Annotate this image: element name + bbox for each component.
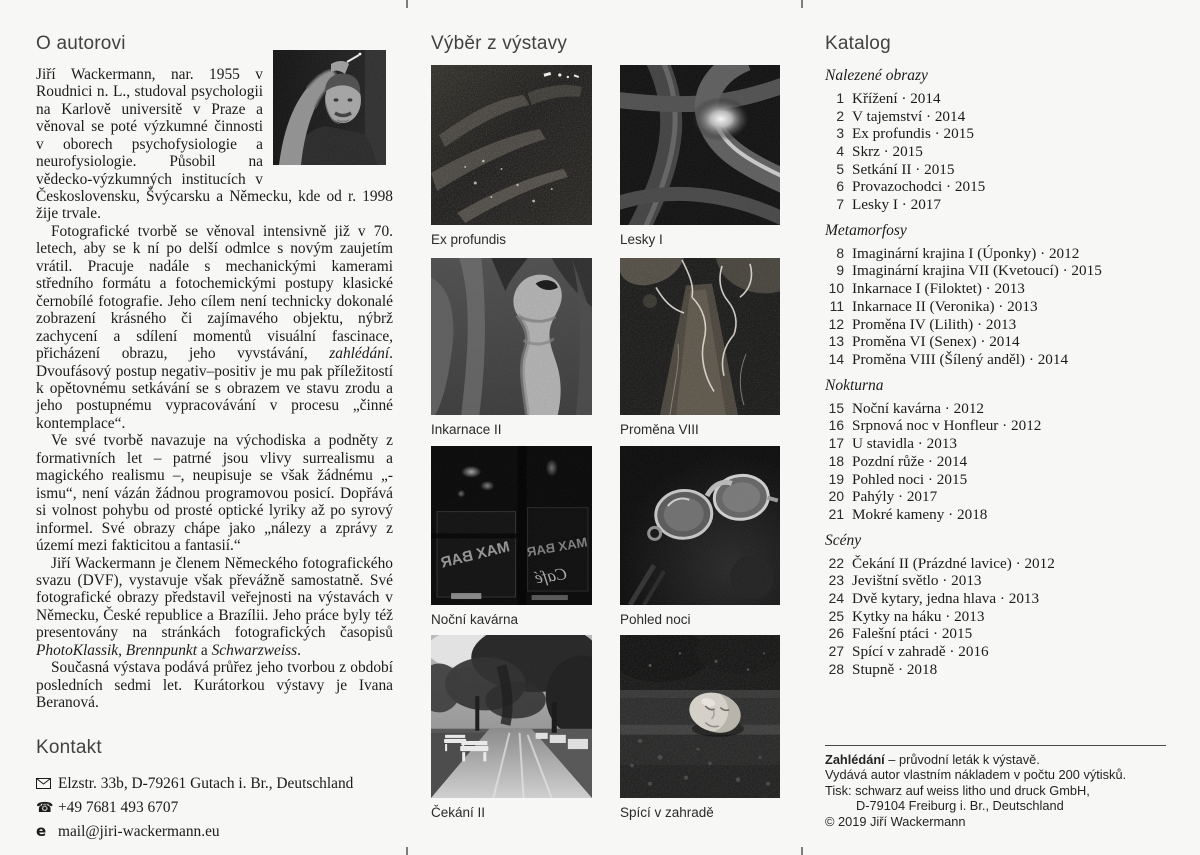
catalog-entry-number: 11 — [829, 298, 844, 314]
colophon-line: Vydává autor vlastním nákladem v počtu 200 výtisků. — [825, 767, 1127, 783]
catalog-entry-number: 10 — [828, 281, 844, 297]
fold-mark — [406, 847, 408, 855]
catalog-entry-title: Proměna VI (Senex) · 2014 — [852, 333, 1020, 351]
catalog-entry — [825, 351, 1171, 369]
catalog-entry-title: Dvě kytary, jedna hlava · 2013 — [852, 590, 1040, 608]
catalog-entry-title: Falešní ptáci · 2015 — [852, 625, 973, 643]
catalog-entry-title: Křížení · 2014 — [852, 89, 941, 107]
catalog-entry — [825, 161, 1171, 179]
exhibition-section — [431, 33, 783, 833]
fold-mark — [406, 0, 408, 8]
photo-window-text: MAX BAR — [525, 534, 589, 560]
catalog-entry-title: Ex profundis · 2015 — [852, 125, 974, 143]
catalog-entry — [825, 262, 1171, 280]
catalog-entry-number: 3 — [836, 126, 844, 142]
leaflet-title: Zahlédání — [825, 752, 885, 767]
catalog-entry-number: 13 — [828, 334, 844, 350]
catalog-entry-number: 20 — [828, 489, 844, 505]
catalog-entry — [825, 298, 1171, 316]
catalog-entry-number: 17 — [828, 436, 844, 452]
catalog-entry — [825, 245, 1171, 263]
photo-caption: Inkarnace II — [431, 422, 502, 437]
catalog-entry-title: V tajemství · 2014 — [852, 107, 966, 125]
contact-address-row — [36, 772, 406, 796]
photo-window-text: Café — [533, 564, 569, 588]
catalog-group-title: Nalezené obrazy — [825, 66, 928, 84]
photo-window-text: MAX BAR — [438, 538, 512, 572]
catalog-entry — [825, 400, 1171, 418]
catalog-entry-title: Inkarnace II (Veronika) · 2013 — [852, 297, 1038, 315]
fold-mark — [801, 0, 803, 8]
catalog-entry-title: U stavidla · 2013 — [852, 435, 958, 453]
about-p1: Jiří Wackermann, nar. 1955 v Roudnici n. L., studoval psychologii na Karlově universitě v Praze a věnoval se poté výzkumné činnosti v oborech psychofysiologie a neurofysiologie. Působil na vědecko-výzkumných institucích v Československu, Švýcarsku a Německu, kde od r. 1998 žije trvale. — [36, 65, 393, 223]
catalog-entry-number: 16 — [828, 418, 844, 434]
photo-inkarnace-ii — [431, 258, 592, 415]
colophon-line: Zahlédání – průvodní leták k výstavě. — [825, 752, 1040, 767]
exhibit-figure — [431, 635, 592, 820]
catalog-entry — [825, 488, 1171, 506]
catalog-entry-number: 12 — [828, 316, 844, 332]
photo-spici-v-zahrade — [620, 635, 780, 798]
catalog-entry-number: 24 — [828, 591, 844, 607]
catalog-entry-number: 14 — [828, 351, 844, 367]
catalog-entry-number: 18 — [828, 453, 844, 469]
catalog-entry — [825, 108, 1171, 126]
exhibit-figure — [620, 65, 780, 247]
catalog-entry-number: 21 — [828, 506, 844, 522]
photo-cekani-ii — [431, 635, 592, 798]
catalog-entry — [825, 506, 1171, 524]
exhibit-figure — [431, 65, 592, 247]
catalog-entry-title: Noční kavárna · 2012 — [852, 399, 985, 417]
catalog-entry-title: Inkarnace I (Filoktet) · 2013 — [852, 280, 1025, 298]
catalog-entry-title: Skrz · 2015 — [852, 142, 923, 160]
photo-lesky-i — [620, 65, 780, 225]
catalog-entry-title: Kytky na háku · 2013 — [852, 607, 985, 625]
catalog-entry — [825, 125, 1171, 143]
envelope-icon — [36, 778, 58, 789]
about-paragraph: Současná výstava podává průřez jeho tvorbou z období posledních sedmi let. Kurátorkou výstavy je Ivana Beranová. — [36, 659, 393, 712]
email-icon: e — [36, 822, 47, 841]
catalog-entry-number: 7 — [836, 197, 844, 213]
catalog-group-title: Metamorfosy — [825, 221, 907, 239]
catalog-entry-title: Pozdní růže · 2014 — [852, 452, 968, 470]
catalog-entry-title: Lesky I · 2017 — [852, 196, 941, 214]
catalog-entry — [825, 316, 1171, 334]
author-portrait-photo — [273, 50, 386, 165]
exhibit-figure — [431, 258, 592, 437]
catalog-entry — [825, 625, 1171, 643]
catalog-entry — [825, 453, 1171, 471]
catalog-entry — [825, 178, 1171, 196]
contact-address: Elzstr. 33b, D-79261 Gutach i. Br., Deutschland — [58, 774, 354, 792]
photo-pohled-noci — [620, 446, 780, 605]
phone-icon: ☎ — [36, 799, 54, 816]
catalog-entry-title: Pahýly · 2017 — [852, 488, 938, 506]
colophon — [825, 745, 1166, 829]
catalog-entry-number: 22 — [828, 555, 844, 571]
photo-caption: Proměna VIII — [620, 422, 699, 437]
contact-phone: +49 7681 493 6707 — [58, 798, 179, 816]
catalog-entry-title: Jevištní světlo · 2013 — [852, 572, 982, 590]
catalog-entry-number: 25 — [828, 608, 844, 624]
photo-nocni-kavarna — [431, 446, 592, 605]
about-title: O autorovi — [36, 33, 126, 54]
catalog-group-title: Nokturna — [825, 376, 884, 394]
catalog-entry-title: Stupně · 2018 — [852, 660, 938, 678]
catalog-group-title: Scény — [825, 531, 862, 549]
photo-promena-viii — [620, 258, 780, 415]
colophon-line: Tisk: schwarz auf weiss litho und druck GmbH, — [825, 782, 1090, 798]
catalog-title: Katalog — [825, 33, 891, 54]
contact-title: Kontakt — [36, 737, 102, 758]
catalog-entry-title: Imaginární krajina I (Úponky) · 2012 — [852, 244, 1080, 262]
catalog-entry-title: Imaginární krajina VII (Kvetoucí) · 2015 — [852, 262, 1102, 280]
catalog-entry-title: Pohled noci · 2015 — [852, 470, 968, 488]
exhibit-figure — [620, 258, 780, 437]
catalog-entry-title: Provazochodci · 2015 — [852, 178, 986, 196]
catalog-entry — [825, 90, 1171, 108]
exhibit-figure — [431, 446, 592, 627]
about-paragraph: Fotografické tvorbě se věnoval intensivně již v 70. letech, aby se k ní po delší odmlce s novým zaujetím vrátil. Pracuje nadále s mechanickými kamerami středního formátu a fotochemickými postupy klasické černobílé fotografie. Jeho cílem není technicky dokonalé zobrazení krásného či zajímavého objektu, nýbrž zachycení a sdílení momentů visuální fascinace, přicházení obrazu, jeho vyvstávání, zahlédání. Dvoufásový postup negativ–positiv je mu pak příležitostí k opětovnému setkávání se s obrazem ve stavu zrodu a jeho postupnému vypracovávání v procesu „činné kontemplace“. — [36, 222, 393, 432]
contact-email-row — [36, 820, 406, 844]
catalog-entry — [825, 661, 1171, 679]
about-paragraph: Ve své tvorbě navazuje na východiska a podněty z formativních let – patrné jsou vlivy surrealismu a magického realismu –, neupisuje se však žádnému „-ismu“, není vázán žádnou programovou posicí. Dopřává si volnost pohybu od prosté optické lyriky až po syrový informel. Své obrazy chápe jako „nálezy a zprávy z území mezi fakticitou a fantasií.“ — [36, 432, 393, 555]
catalog-entry — [825, 590, 1171, 608]
catalog-entry-number: 2 — [836, 108, 844, 124]
catalog-entry-number: 28 — [828, 661, 844, 677]
catalog-entry-title: Mokré kameny · 2018 — [852, 505, 988, 523]
photo-caption: Ex profundis — [431, 232, 507, 247]
catalog-entry-number: 1 — [836, 90, 844, 106]
catalog-entry-number: 9 — [836, 263, 844, 279]
catalog-entry-title: Setkání II · 2015 — [852, 160, 955, 178]
about-paragraph: Jiří Wackermann je členem Německého fotografického svazu (DVF), vystavuje však převážně samostatně. Své fotografické obrazy představil veřejnosti na výstavách v Německu, České republice a Brazílii. Jeho práce byly též presentovány na stránkách fotografických časopisů PhotoKlassik, Brennpunkt a Schwarzweiss. — [36, 554, 393, 659]
catalog-entry — [825, 333, 1171, 351]
exhibit-figure — [620, 635, 780, 820]
catalog-entry-number: 15 — [828, 400, 844, 416]
exhibit-figure — [620, 446, 780, 627]
catalog-entry — [825, 417, 1171, 435]
catalog-entry-number: 26 — [828, 626, 844, 642]
colophon-line: D-79104 Freiburg i. Br., Deutschland — [856, 798, 1064, 814]
contact-phone-row — [36, 796, 406, 820]
exhibition-title: Výběr z výstavy — [431, 33, 568, 54]
catalog-entry — [825, 555, 1171, 573]
photo-caption: Lesky I — [620, 232, 663, 247]
catalog-entry-number: 4 — [836, 143, 844, 159]
catalog-entry — [825, 143, 1171, 161]
about-text — [36, 66, 393, 712]
contact-email: mail@jiri-wackermann.eu — [58, 822, 220, 840]
catalog-entry — [825, 572, 1171, 590]
about-paragraph — [36, 66, 393, 223]
photo-caption: Spící v zahradě — [620, 805, 714, 820]
catalog-entry-title: Srpnová noc v Honfleur · 2012 — [852, 417, 1042, 435]
catalog-entry-title: Spící v zahradě · 2016 — [852, 643, 989, 661]
colophon-copyright: © 2019 Jiří Wackermann — [825, 813, 966, 829]
photo-caption: Čekání II — [431, 805, 486, 820]
catalog-section — [825, 33, 1171, 679]
catalog-entry-number: 27 — [828, 644, 844, 660]
catalog-entry-number: 5 — [836, 161, 844, 177]
catalog-entry — [825, 643, 1171, 661]
catalog-entry — [825, 471, 1171, 489]
about-section — [36, 33, 393, 712]
catalog-entry — [825, 280, 1171, 298]
catalog-entry-title: Proměna IV (Lilith) · 2013 — [852, 315, 1017, 333]
catalog-entry — [825, 608, 1171, 626]
catalog-entry-number: 8 — [836, 245, 844, 261]
catalog-entry-title: Proměna VIII (Šílený anděl) · 2014 — [852, 350, 1069, 368]
catalog-entry-title: Čekání II (Prázdné lavice) · 2012 — [852, 554, 1055, 572]
catalog-entry-number: 6 — [836, 179, 844, 195]
catalog-entry-number: 19 — [828, 471, 844, 487]
photo-caption: Pohled noci — [620, 612, 691, 627]
catalog-entry — [825, 435, 1171, 453]
photo-caption: Noční kavárna — [431, 612, 519, 627]
contact-section — [36, 737, 406, 844]
photo-ex-profundis — [431, 65, 592, 225]
catalog-entry-number: 23 — [828, 573, 844, 589]
fold-mark — [801, 847, 803, 855]
catalog-entry — [825, 196, 1171, 214]
